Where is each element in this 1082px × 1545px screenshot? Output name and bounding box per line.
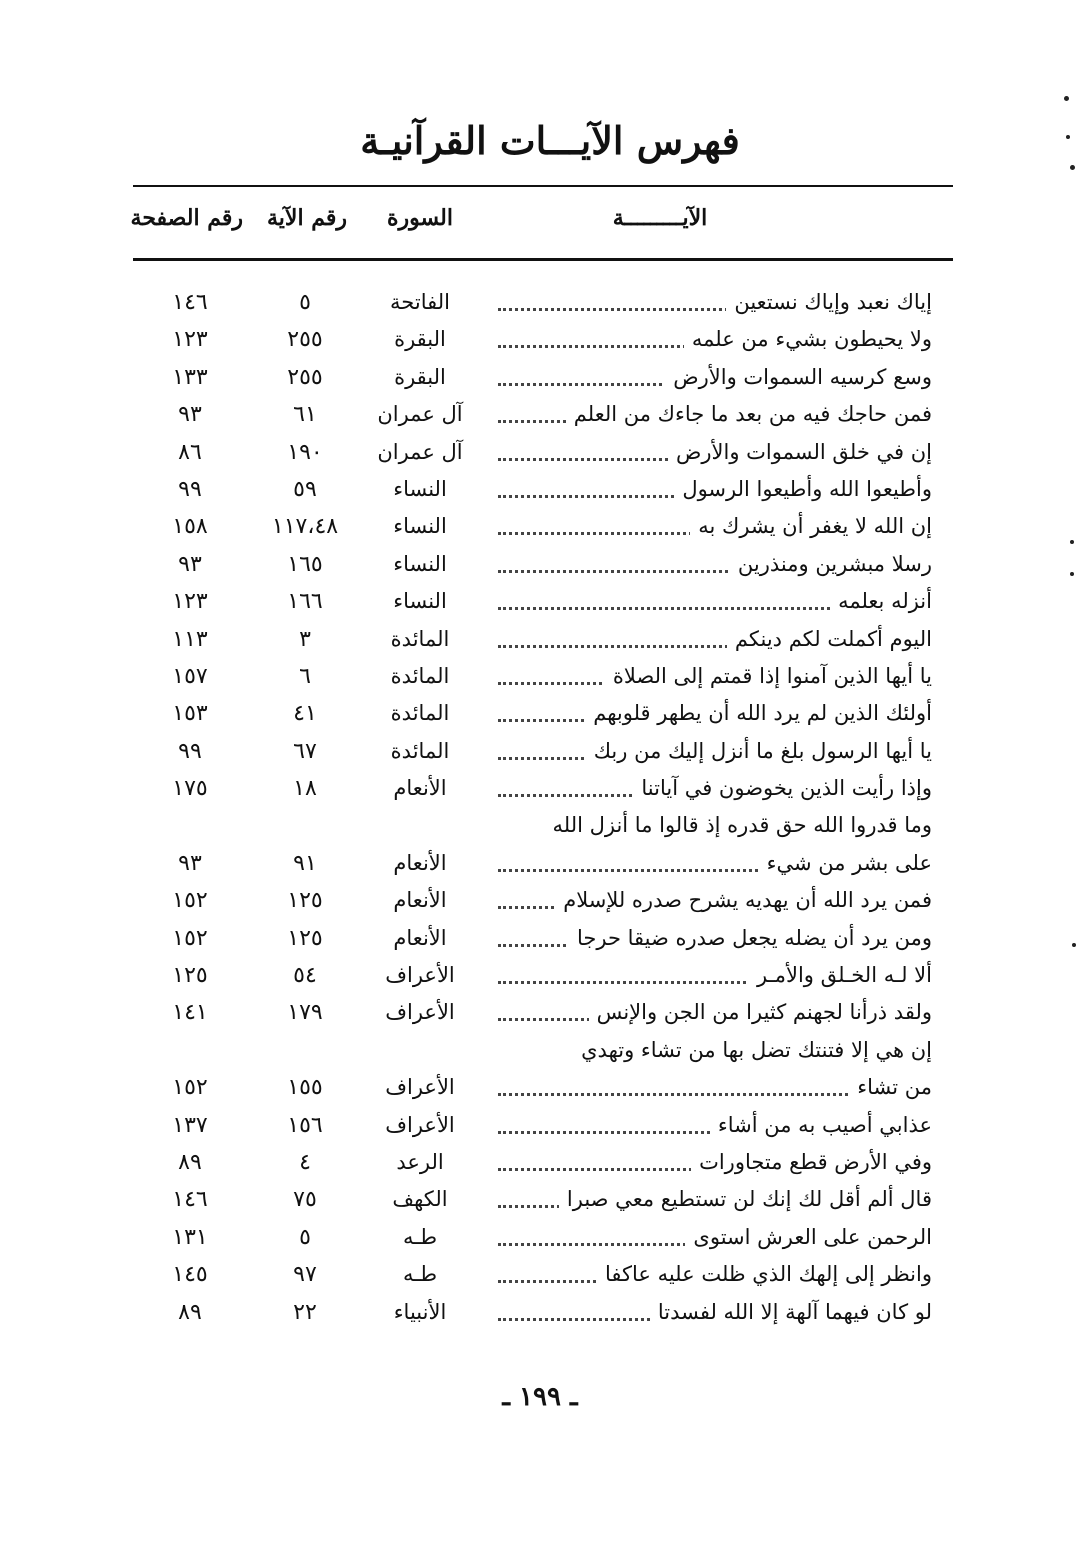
verse-text: إن هي إلا فتنتك تضل بها من تشاء وتهدي [573, 1038, 932, 1062]
ayah-number-cell: ٣ [299, 626, 311, 652]
ayah-number-cell [250, 807, 360, 844]
header-bottom-rule [133, 258, 953, 261]
page-number-cell: ٩٩ [178, 738, 202, 764]
verse-cell [492, 920, 932, 957]
verse-cell [492, 621, 932, 658]
ayah-number-cell: ٥ [299, 290, 311, 315]
verse-cell [492, 434, 932, 471]
ayah-number-cell: ٩٧ [293, 1262, 317, 1288]
surah-cell: الأعراف [385, 1000, 455, 1025]
surah-cell: المائدة [390, 738, 450, 763]
page-number-cell: ٨٩ [178, 1299, 202, 1325]
verse-cell [492, 807, 932, 844]
page-number-cell: ١٧٥ [172, 776, 208, 802]
table-row [0, 1069, 1082, 1106]
surah-cell: المائدة [390, 701, 450, 726]
table-row [0, 845, 1082, 882]
verse-text: يا أيها الذين آمنوا إذا قمتم إلى الصلاة [605, 664, 932, 688]
verse-text: لو كان فيهما آلهة إلا الله لفسدتا [650, 1300, 932, 1324]
surah-cell: النساء [393, 589, 447, 614]
ayah-number-cell: ٥٩ [293, 476, 317, 502]
table-row [0, 920, 1082, 957]
table-row [0, 284, 1082, 321]
page-number-cell [140, 807, 240, 844]
table-row [0, 957, 1082, 994]
surah-cell: الأنعام [393, 925, 447, 950]
verse-text: يا أيها الرسول بلغ ما أنزل إليك من ربك [586, 739, 932, 763]
ayah-number-cell: ١٦٦ [287, 589, 323, 615]
ayah-number-cell: ٢٥٥ [287, 327, 323, 353]
page-number-cell: ١٥٢ [172, 1075, 208, 1101]
page-number-cell: ٨٩ [178, 1149, 202, 1175]
table-row [0, 396, 1082, 433]
table-row [0, 583, 1082, 620]
ayah-number-cell: ٦١ [293, 402, 317, 428]
verse-cell [492, 695, 932, 732]
surah-cell: الأنبياء [393, 1299, 447, 1324]
surah-cell: الأنعام [393, 776, 447, 801]
verse-cell [492, 1294, 932, 1331]
page-number-cell: ١٢٣ [172, 327, 208, 353]
verse-text: ألا لـه الخـلق والأمـر [749, 963, 932, 987]
page-title: فهرس الآيـــات القرآنيـة [360, 118, 740, 163]
surah-cell: النساء [393, 476, 447, 501]
scan-speck [1070, 572, 1074, 576]
verse-cell [492, 396, 932, 433]
verse-text: وفي الأرض قطع متجاورات [691, 1150, 932, 1174]
verse-text: فمن يرد الله أن يهديه يشرح صدره للإسلام [555, 888, 932, 912]
table-row [0, 733, 1082, 770]
index-table [0, 284, 1082, 1331]
page-number-cell: ١٥٨ [172, 514, 208, 540]
surah-cell: الرعد [396, 1149, 444, 1174]
verse-text: وإذا رأيت الذين يخوضون في آياتنا [633, 776, 932, 800]
table-row [0, 1107, 1082, 1144]
table-row [0, 1032, 1082, 1069]
page-number-cell: ١٤١ [172, 1000, 208, 1026]
surah-cell: المائدة [390, 626, 450, 651]
table-row [0, 434, 1082, 471]
verse-text: قال ألم أقل لك إنك لن تستطيع معي صبرا [559, 1187, 932, 1211]
ayah-number-cell: ١٩٠ [287, 439, 323, 465]
ayah-number-cell [250, 1032, 360, 1069]
verse-cell [492, 508, 932, 545]
ayah-number-cell: ١٢٥ [287, 888, 323, 914]
table-row [0, 621, 1082, 658]
page-number-cell: ١٥٢ [172, 925, 208, 951]
verse-text: فمن حاجك فيه من بعد ما جاءك من العلم [566, 402, 932, 426]
ayah-number-cell: ٢٥٥ [287, 364, 323, 390]
surah-cell: آل عمران [377, 402, 463, 427]
verse-cell [492, 658, 932, 695]
ayah-number-cell: ٥ [299, 1224, 311, 1250]
page-number-cell [140, 1032, 240, 1069]
verse-text: الرحمن على العرش استوى [685, 1225, 932, 1249]
surah-cell: طـه [402, 1224, 438, 1249]
table-row [0, 658, 1082, 695]
ayah-number-cell: ٦ [299, 663, 311, 689]
page-number-cell: ١٣١ [172, 1224, 208, 1250]
page-number-cell: ١٥٢ [172, 888, 208, 914]
surah-cell: البقرة [394, 327, 446, 352]
verse-cell [492, 284, 932, 321]
table-row [0, 1219, 1082, 1256]
ayah-number-cell: ٦٧ [293, 738, 317, 764]
header-top-rule [133, 185, 953, 187]
verse-cell [492, 845, 932, 882]
table-row [0, 994, 1082, 1031]
verse-cell [492, 1032, 932, 1069]
scan-speck [1072, 943, 1076, 947]
ayah-number-cell: ١٥٦ [287, 1112, 323, 1138]
verse-cell [492, 546, 932, 583]
table-row [0, 1294, 1082, 1331]
verse-cell [492, 882, 932, 919]
verse-cell [492, 359, 932, 396]
surah-cell: البقرة [394, 364, 446, 389]
surah-cell: الأعراف [385, 1075, 455, 1100]
verse-text: ولقد ذرأنا لجهنم كثيرا من الجن والإنس [589, 1000, 932, 1024]
header-surah: السورة [387, 205, 453, 231]
verse-cell [492, 1219, 932, 1256]
verse-text: وأطيعوا الله وأطيعوا الرسول [674, 477, 932, 501]
surah-cell: طـه [402, 1262, 438, 1287]
header-ayah-number: رقم الآية [266, 205, 348, 231]
table-row [0, 770, 1082, 807]
table-row [0, 1144, 1082, 1181]
verse-text: وانظر إلى إلهك الذي ظلت عليه عاكفا [597, 1262, 932, 1286]
surah-cell: النساء [393, 514, 447, 539]
verse-cell [492, 1256, 932, 1293]
verse-cell [492, 1144, 932, 1181]
verse-cell [492, 770, 932, 807]
verse-cell [492, 321, 932, 358]
page-number: ـ ١٩٩ ـ [502, 1382, 578, 1412]
verse-cell [492, 733, 932, 770]
verse-text: إياك نعبد وإياك نستعين [726, 290, 932, 314]
verse-cell [492, 994, 932, 1031]
ayah-number-cell: ٢٢ [293, 1299, 317, 1325]
table-row [0, 321, 1082, 358]
verse-cell [492, 1107, 932, 1144]
verse-text: إن في خلق السموات والأرض [668, 440, 932, 464]
verse-cell [492, 471, 932, 508]
page-number-cell: ١٣٧ [172, 1112, 208, 1138]
page-number-cell: ٩٣ [178, 850, 202, 876]
surah-cell: النساء [393, 551, 447, 576]
verse-cell [492, 583, 932, 620]
table-row [0, 508, 1082, 545]
surah-cell [370, 807, 470, 844]
verse-text: من تشاء [849, 1075, 932, 1099]
scan-speck [1070, 540, 1074, 544]
page-number-cell: ٨٦ [178, 439, 202, 465]
surah-cell [370, 1032, 470, 1069]
verse-text: ولا يحيطون بشيء من علمه [684, 327, 932, 351]
verse-text: على بشر من شيء [759, 851, 932, 875]
table-row [0, 359, 1082, 396]
table-row [0, 1181, 1082, 1218]
scan-speck [1066, 135, 1070, 139]
verse-text: وسع كرسيه السموات والأرض [665, 365, 932, 389]
surah-cell: الأنعام [393, 888, 447, 913]
page-number-cell: ١٢٣ [172, 589, 208, 615]
verse-text: عذابي أصيب به من أشاء [710, 1113, 932, 1137]
verse-text: أنزله بعلمه [830, 589, 932, 613]
table-row [0, 695, 1082, 732]
verse-text: أولئك الذين لم يرد الله أن يطهر قلوبهم [585, 701, 932, 725]
surah-cell: الأعراف [385, 963, 455, 988]
surah-cell: الكهف [392, 1187, 448, 1212]
ayah-number-cell: ٤١ [293, 701, 317, 727]
verse-cell [492, 1181, 932, 1218]
verse-text: إن الله لا يغفر أن يشرك به [690, 514, 932, 538]
page-number-cell: ١٤٦ [172, 1187, 208, 1213]
surah-cell: الفاتحة [390, 290, 450, 314]
table-row [0, 882, 1082, 919]
ayah-number-cell: ١٨ [293, 776, 317, 802]
verse-text: رسلا مبشرين ومنذرين [730, 552, 932, 576]
table-row [0, 546, 1082, 583]
ayah-number-cell: ١٦٥ [287, 551, 323, 577]
page-number-cell: ١١٣ [172, 626, 208, 652]
ayah-number-cell: ١٢٥ [287, 925, 323, 951]
page-number-cell: ١٤٥ [172, 1262, 208, 1288]
verse-cell [492, 1069, 932, 1106]
table-row [0, 471, 1082, 508]
verse-text: ومن يرد أن يضله يجعل صدره ضيقا حرجا [569, 926, 932, 950]
surah-cell: الأعراف [385, 1112, 455, 1137]
surah-cell: الأنعام [393, 850, 447, 875]
ayah-number-cell: ٥٤ [293, 963, 317, 989]
ayah-number-cell: ١١٧،٤٨ [271, 514, 339, 540]
verse-cell [492, 957, 932, 994]
page-number-cell: ١٥٣ [172, 701, 208, 727]
page-number-cell: ٩٣ [178, 551, 202, 577]
ayah-number-cell: ٧٥ [293, 1187, 317, 1213]
surah-cell: المائدة [390, 663, 450, 688]
header-page-number: رقم الصفحة [130, 205, 243, 231]
page-number-cell: ٩٣ [178, 402, 202, 428]
ayah-number-cell: ١٧٩ [287, 1000, 323, 1026]
verse-text: وما قدروا الله حق قدره إذ قالوا ما أنزل الله [544, 813, 932, 837]
table-row [0, 807, 1082, 844]
table-row [0, 1256, 1082, 1293]
ayah-number-cell: ١٥٥ [287, 1075, 323, 1101]
scan-speck [1070, 165, 1075, 170]
page-number-cell: ١٣٣ [172, 364, 208, 390]
scan-speck [1064, 96, 1069, 101]
verse-text: اليوم أكملت لكم دينكم [727, 627, 932, 651]
surah-cell: آل عمران [377, 439, 463, 464]
ayah-number-cell: ٩١ [293, 850, 317, 876]
page-number-cell: ١٤٦ [172, 290, 208, 315]
header-verse: الآيـــــــــة [612, 205, 708, 231]
page-number-cell: ١٥٧ [172, 663, 208, 689]
page-number-cell: ٩٩ [178, 476, 202, 502]
page-number-cell: ١٢٥ [172, 963, 208, 989]
ayah-number-cell: ٤ [299, 1149, 311, 1175]
